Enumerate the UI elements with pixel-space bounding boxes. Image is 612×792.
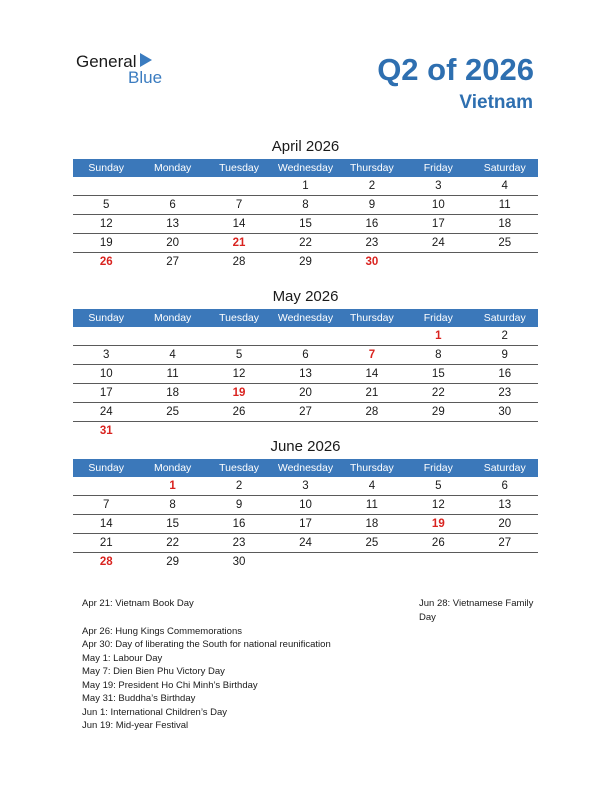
calendar-day-empty <box>339 328 405 345</box>
calendar-day: 31 <box>99 425 113 437</box>
calendar-day: 30 <box>232 556 246 568</box>
logo-text-blue: Blue <box>128 68 163 87</box>
calendar-day-empty <box>73 178 139 195</box>
calendar-day: 26 <box>99 256 113 268</box>
calendar-day: 24 <box>99 406 113 418</box>
calendar-day: 7 <box>103 499 110 511</box>
calendar-day: 13 <box>498 499 512 511</box>
calendar-day: 28 <box>99 556 113 568</box>
calendar-day: 25 <box>365 537 379 549</box>
calendar-day-empty <box>206 328 272 345</box>
calendar-day: 13 <box>166 218 180 230</box>
calendar-day: 14 <box>365 368 379 380</box>
calendar-day: 5 <box>435 480 442 492</box>
calendar-day: 9 <box>501 349 508 361</box>
calendar-day: 3 <box>435 180 442 192</box>
calendar-day: 15 <box>299 218 312 230</box>
calendar-day: 19 <box>99 237 113 249</box>
calendar-day: 19 <box>232 387 246 399</box>
calendar-week-row <box>73 516 538 534</box>
holiday-notes-left <box>82 597 412 733</box>
calendar-day: 15 <box>166 518 180 530</box>
calendar-day-empty <box>73 328 139 345</box>
weekday-tuesday: Tuesday <box>219 162 259 174</box>
calendar-week-row <box>73 385 538 403</box>
calendar-day: 8 <box>302 199 309 211</box>
month-title: May 2026 <box>272 288 339 305</box>
calendar-day-empty <box>339 554 405 571</box>
calendar-day: 23 <box>498 387 512 399</box>
calendar-day: 27 <box>166 256 180 268</box>
holiday-note: May 7: Dien Bien Phu Victory Day <box>82 666 225 677</box>
month-title: June 2026 <box>270 438 341 455</box>
calendar-day: 28 <box>232 256 246 268</box>
calendar-day: 5 <box>235 349 243 361</box>
calendar-day: 29 <box>166 556 180 568</box>
calendar-day-empty <box>139 328 205 345</box>
calendar-day: 4 <box>368 480 376 492</box>
calendar-day: 21 <box>232 237 246 249</box>
weekday-friday: Friday <box>423 162 453 174</box>
weekday-thursday: Thursday <box>350 462 394 474</box>
calendar-week-row <box>73 404 538 422</box>
country-name: Vietnam <box>459 92 533 113</box>
calendar-day: 26 <box>431 537 445 549</box>
weekday-sunday: Sunday <box>88 162 125 174</box>
calendar-day: 4 <box>501 180 508 192</box>
weekday-monday: Monday <box>153 462 192 474</box>
weekday-friday: Friday <box>423 462 453 474</box>
holiday-note-right: Jun 28: Vietnamese Family Day <box>419 598 534 623</box>
calendar-day: 1 <box>435 330 442 342</box>
calendar-day: 1 <box>302 180 309 192</box>
logo-flag-icon <box>140 53 152 67</box>
calendar-day: 3 <box>302 480 309 492</box>
calendar-day: 10 <box>431 199 445 211</box>
weekday-tuesday: Tuesday <box>219 462 259 474</box>
calendar-day: 16 <box>365 218 379 230</box>
calendar-day: 12 <box>431 499 445 511</box>
calendar-day: 30 <box>498 406 512 418</box>
calendar-day-empty <box>472 254 538 271</box>
calendar-day: 1 <box>169 480 176 492</box>
calendar-day: 11 <box>365 499 378 511</box>
weekday-saturday: Saturday <box>483 312 526 324</box>
calendar-day: 14 <box>99 518 113 530</box>
calendar-day: 7 <box>368 349 376 361</box>
calendar-day: 7 <box>235 199 243 211</box>
calendar-week-row <box>73 216 538 234</box>
calendar-day: 27 <box>299 406 312 418</box>
weekday-wednesday: Wednesday <box>277 462 334 474</box>
holiday-note: May 31: Buddha’s Birthday <box>82 693 196 704</box>
month-title: April 2026 <box>271 138 340 155</box>
calendar-day: 11 <box>166 368 179 380</box>
holiday-note: Apr 30: Day of liberating the South for national reunification <box>82 639 331 650</box>
calendar-day-empty <box>405 254 471 271</box>
weekday-monday: Monday <box>153 162 192 174</box>
calendar-week-row <box>73 328 538 346</box>
calendar-day-empty <box>472 554 538 571</box>
calendar-day: 10 <box>299 499 312 511</box>
calendar-may <box>73 287 538 440</box>
holiday-note: May 19: President Ho Chi Minh’s Birthday <box>82 679 258 691</box>
calendar-day: 19 <box>431 518 445 530</box>
calendar-day: 24 <box>431 237 445 249</box>
calendar-day: 14 <box>232 218 246 230</box>
calendar-day-empty <box>73 478 139 495</box>
weekday-sunday: Sunday <box>88 462 125 474</box>
calendar-week-row <box>73 535 538 553</box>
calendar-day: 25 <box>166 406 180 418</box>
calendar-day: 6 <box>501 480 508 492</box>
calendar-day: 23 <box>365 237 379 249</box>
weekday-wednesday: Wednesday <box>277 162 334 174</box>
calendar-day: 12 <box>99 218 113 230</box>
calendar-day: 6 <box>169 199 176 211</box>
calendar-day: 20 <box>166 237 180 249</box>
calendar-day-empty <box>272 554 338 571</box>
calendar-day: 26 <box>232 406 246 418</box>
generalblue-logo <box>76 52 176 88</box>
calendar-day: 12 <box>232 368 246 380</box>
logo-text-general: General <box>76 52 137 71</box>
calendar-day: 13 <box>299 368 312 380</box>
calendar-day: 18 <box>365 518 379 530</box>
holiday-note: Jun 19: Mid-year Festival <box>82 720 189 731</box>
calendar-day: 2 <box>501 330 508 342</box>
calendar-day: 22 <box>299 237 312 249</box>
calendar-day: 2 <box>368 180 376 192</box>
calendar-day: 2 <box>235 480 243 492</box>
calendar-week-row <box>73 254 538 271</box>
weekday-header <box>73 309 538 327</box>
calendar-week-row <box>73 347 538 365</box>
calendar-day: 22 <box>166 537 180 549</box>
page-title: Q2 of 2026 <box>377 52 534 87</box>
holiday-note: Apr 21: Vietnam Book Day <box>82 598 194 609</box>
calendar-day-empty <box>139 178 205 195</box>
calendar-day: 24 <box>299 537 312 549</box>
calendar-day: 18 <box>166 387 180 399</box>
calendar-week-row <box>73 178 538 196</box>
weekday-sunday: Sunday <box>88 312 125 324</box>
weekday-header <box>73 159 538 177</box>
calendar-day: 11 <box>498 199 511 211</box>
calendar-week-row <box>73 235 538 253</box>
weekday-thursday: Thursday <box>350 162 394 174</box>
calendar-day: 5 <box>103 199 110 211</box>
weekday-friday: Friday <box>423 312 453 324</box>
holiday-note: Apr 26: Hung Kings Commemorations <box>82 625 242 637</box>
holiday-note: May 1: Labour Day <box>82 652 163 664</box>
calendar-day: 9 <box>368 199 376 211</box>
calendar-april <box>73 137 538 271</box>
calendar-day: 21 <box>365 387 379 399</box>
calendar-week-row <box>73 478 538 496</box>
calendar-day: 15 <box>431 368 445 380</box>
calendar-day: 8 <box>169 499 176 511</box>
calendar-day: 29 <box>299 256 312 268</box>
calendar-day: 18 <box>498 218 512 230</box>
calendar-day-empty <box>405 554 471 571</box>
calendar-day: 28 <box>365 406 379 418</box>
weekday-tuesday: Tuesday <box>219 312 259 324</box>
weekday-header <box>73 459 538 477</box>
calendar-day: 17 <box>299 518 312 530</box>
weekday-saturday: Saturday <box>483 462 526 474</box>
calendar-day: 30 <box>365 256 379 268</box>
calendar-day: 27 <box>498 537 512 549</box>
calendar-day: 8 <box>435 349 442 361</box>
calendar-week-row <box>73 366 538 384</box>
calendar-day: 4 <box>169 349 176 361</box>
weekday-saturday: Saturday <box>483 162 526 174</box>
calendar-day: 20 <box>299 387 312 399</box>
calendar-week-row <box>73 497 538 515</box>
calendar-june <box>73 437 538 571</box>
holiday-note: Jun 1: International Children’s Day <box>82 706 228 718</box>
calendar-week-row <box>73 197 538 215</box>
calendar-day: 29 <box>431 406 445 418</box>
weekday-wednesday: Wednesday <box>277 312 334 324</box>
calendar-day: 3 <box>103 349 110 361</box>
calendar-day: 22 <box>431 387 445 399</box>
calendar-week-row <box>73 554 538 571</box>
calendar-day: 21 <box>99 537 113 549</box>
calendar-day-empty <box>272 328 338 345</box>
weekday-monday: Monday <box>153 312 192 324</box>
calendar-day-empty <box>206 178 272 195</box>
calendar-day: 9 <box>235 499 243 511</box>
weekday-thursday: Thursday <box>350 312 394 324</box>
calendar-day: 17 <box>99 387 113 399</box>
calendar-day: 6 <box>302 349 309 361</box>
calendar-day: 16 <box>498 368 512 380</box>
calendar-day: 16 <box>232 518 246 530</box>
calendar-day: 10 <box>99 368 113 380</box>
calendar-day: 17 <box>431 218 445 230</box>
calendar-day: 20 <box>498 518 512 530</box>
calendar-day: 25 <box>498 237 512 249</box>
calendar-day: 23 <box>232 537 246 549</box>
